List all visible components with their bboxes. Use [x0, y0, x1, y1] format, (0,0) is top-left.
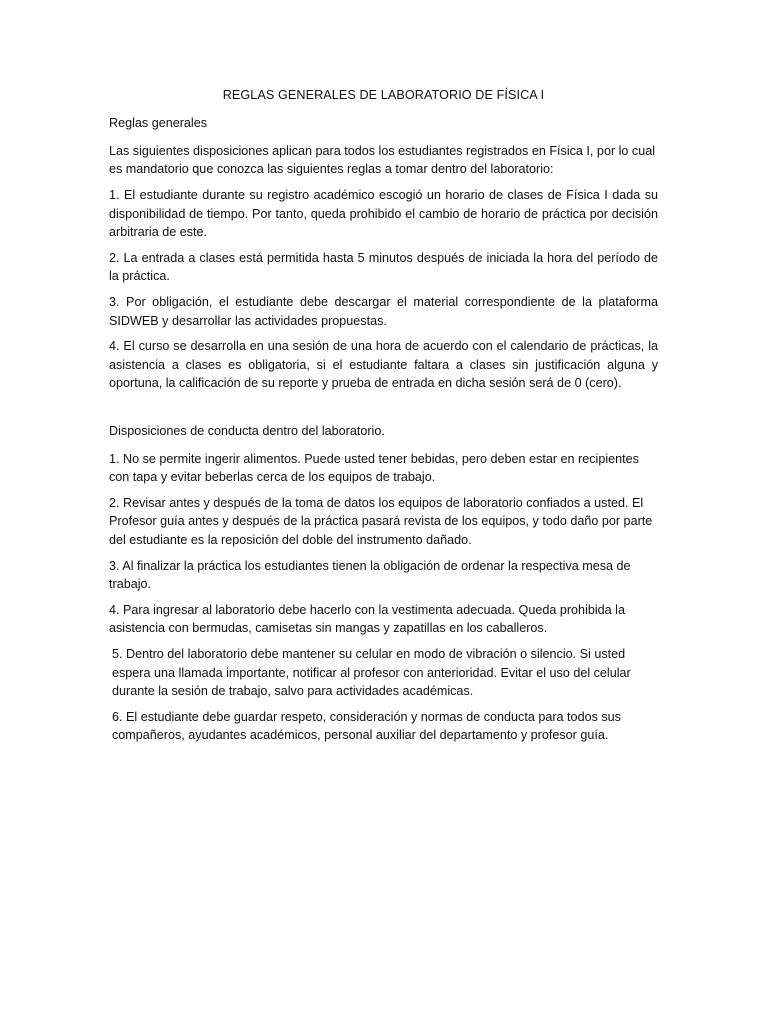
general-rule-item: 1. El estudiante durante su registro académico escogió un horario de clases de Física I dada su disponibilidad de tiempo. Por tanto, queda prohibido el cambio de horario de práctica por decisión arbitraria de este.: [109, 188, 658, 239]
conduct-rule-item: 6. El estudiante debe guardar respeto, consideración y normas de conducta para todos sus compañeros, ayudantes académicos, personal auxiliar del departamento y profesor guía.: [112, 709, 621, 743]
conduct-rule-item: 5. Dentro del laboratorio debe mantener su celular en modo de vibración o silencio. Si usted espera una llamada importante, notificar al profesor con anterioridad. Evitar el uso del celular durante la sesión de trabajo, salvo para actividades académicas.: [112, 647, 631, 699]
general-rule-item: 4. El curso se desarrolla en una sesión de una hora de acuerdo con el calendario de prácticas, la asistencia a clases es obligatoria, si el estudiante faltara a clases sin justificación alguna y oportuna, la calificación de su reporte y prueba de entrada en dicha sesión será de 0 (cero).: [109, 339, 658, 391]
intro-paragraph: Las siguientes disposiciones aplican para todos los estudiantes registrados en Física I, por lo cual es mandatorio que conozca las siguientes reglas a tomar dentro del laboratorio:: [109, 143, 656, 177]
general-rule-item: 3. Por obligación, el estudiante debe descargar el material correspondiente de la plataforma SIDWEB y desarrollar las actividades propuestas.: [109, 295, 658, 328]
conduct-rule-item: 2. Revisar antes y después de la toma de datos los equipos de laboratorio confiados a usted. El Profesor guía antes y después de la práctica pasará revista de los equipos, y todo daño por parte del estudiante es la reposición del doble del instrumento dañado.: [109, 495, 653, 547]
section-spacer: [109, 400, 658, 422]
general-rule-item: 2. La entrada a clases está permitida hasta 5 minutos después de iniciada la hora del período de la práctica.: [109, 250, 658, 284]
conduct-rule-item: 3. Al finalizar la práctica los estudiantes tienen la obligación de ordenar la respectiva mesa de trabajo.: [109, 558, 631, 592]
section-heading-general-rules: Reglas generales: [109, 116, 208, 131]
section-heading-conduct: Disposiciones de conducta dentro del laboratorio.: [109, 424, 385, 439]
conduct-rule-item: 4. Para ingresar al laboratorio debe hacerlo con la vestimenta adecuada. Queda prohibida la asistencia con bermudas, camisetas sin mangas y zapatillas en los caballeros.: [109, 602, 625, 636]
document-body: [109, 86, 658, 752]
document-title: REGLAS GENERALES DE LABORATORIO DE FÍSICA I: [222, 88, 545, 102]
conduct-rule-item: 1. No se permite ingerir alimentos. Puede usted tener bebidas, pero deben estar en recipientes con tapa y evitar beberlas cerca de los equipos de trabajo.: [109, 451, 639, 484]
